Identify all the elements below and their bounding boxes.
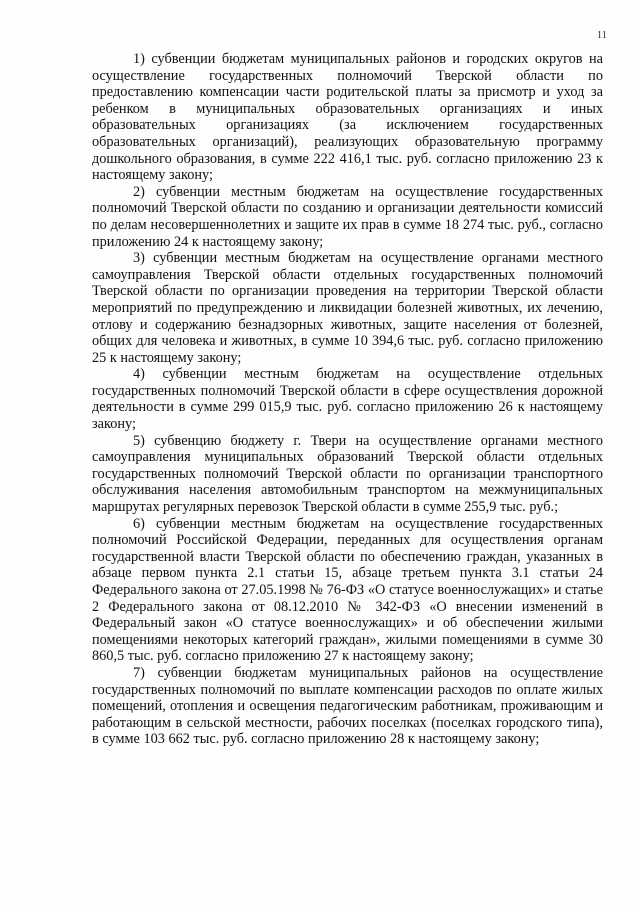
paragraph-item-3: 3) субвенции местным бюджетам на осуществление органами местного самоуправления Тверской области отдельных государственных полномочий Тверской области по организации проведения на территории Тверской области мероприятий по предупреждению и ликвидации болезней животных, их лечению, отлову и содержанию безнадзорных животных, защите населения от болезней, общих для человека и животных, в сумме 10 394,6 тыс. руб. согласно приложению 25 к настоящему закону; <box>92 250 603 366</box>
paragraph-item-1: 1) субвенции бюджетам муниципальных районов и городских округов на осуществление государственных полномочий Тверской области по предоставлению компенсации части родительской платы за присмотр и уход за ребенком в муниципальных образовательных организациях и иных образовательных организациях (за исключением государственных образовательных организаций), реализующих образовательную программу дошкольного образования, в сумме 222 416,1 тыс. руб. согласно приложению 23 к настоящему закону; <box>92 51 603 184</box>
document-body <box>92 51 603 748</box>
paragraph-item-7: 7) субвенции бюджетам муниципальных районов на осуществление государственных полномочий по выплате компенсации расходов по оплате жилых помещений, отопления и освещения педагогическим работникам, проживающим и работающим в сельской местности, рабочих поселках (поселках городского типа), в сумме 103 662 тыс. руб. согласно приложению 28 к настоящему закону; <box>92 664 603 748</box>
paragraph-item-4: 4) субвенции местным бюджетам на осуществление отдельных государственных полномочий Тверской области в сфере осуществления дорожной деятельности в сумме 299 015,9 тыс. руб. согласно приложению 26 к настоящему закону; <box>92 366 603 433</box>
paragraph-item-6: 6) субвенции местным бюджетам на осуществление государственных полномочий Российской Федерации, переданных для осуществления органам государственной власти Тверской области по обеспечению граждан, указанных в абзаце первом пункта 2.1 статьи 15, абзаце третьем пункта 3.1 статьи 24 Федерального закона от 27.05.1998 № 76-ФЗ «О статусе военнослужащих» и статье 2 Федерального закона от 08.12.2010 № 342-ФЗ «О внесении изменений в Федеральный закон «О статусе военнослужащих» и об обеспечении жилыми помещениями некоторых категорий граждан», жилыми помещениями в сумме 30 860,5 тыс. руб. согласно приложению 27 к настоящему закону; <box>92 515 603 665</box>
page-number: 11 <box>596 30 607 41</box>
paragraph-item-5: 5) субвенцию бюджету г. Твери на осуществление органами местного самоуправления муниципальных образований Тверской области отдельных государственных полномочий Тверской области по организации транспортного обслуживания населения автомобильным транспортом на межмуниципальных маршрутах регулярных перевозок Тверской области в сумме 255,9 тыс. руб.; <box>92 432 603 516</box>
paragraph-item-2: 2) субвенции местным бюджетам на осуществление государственных полномочий Тверской области по созданию и организации деятельности комиссий по делам несовершеннолетних и защите их прав в сумме 18 274 тыс. руб., согласно приложению 24 к настоящему закону; <box>92 183 603 250</box>
